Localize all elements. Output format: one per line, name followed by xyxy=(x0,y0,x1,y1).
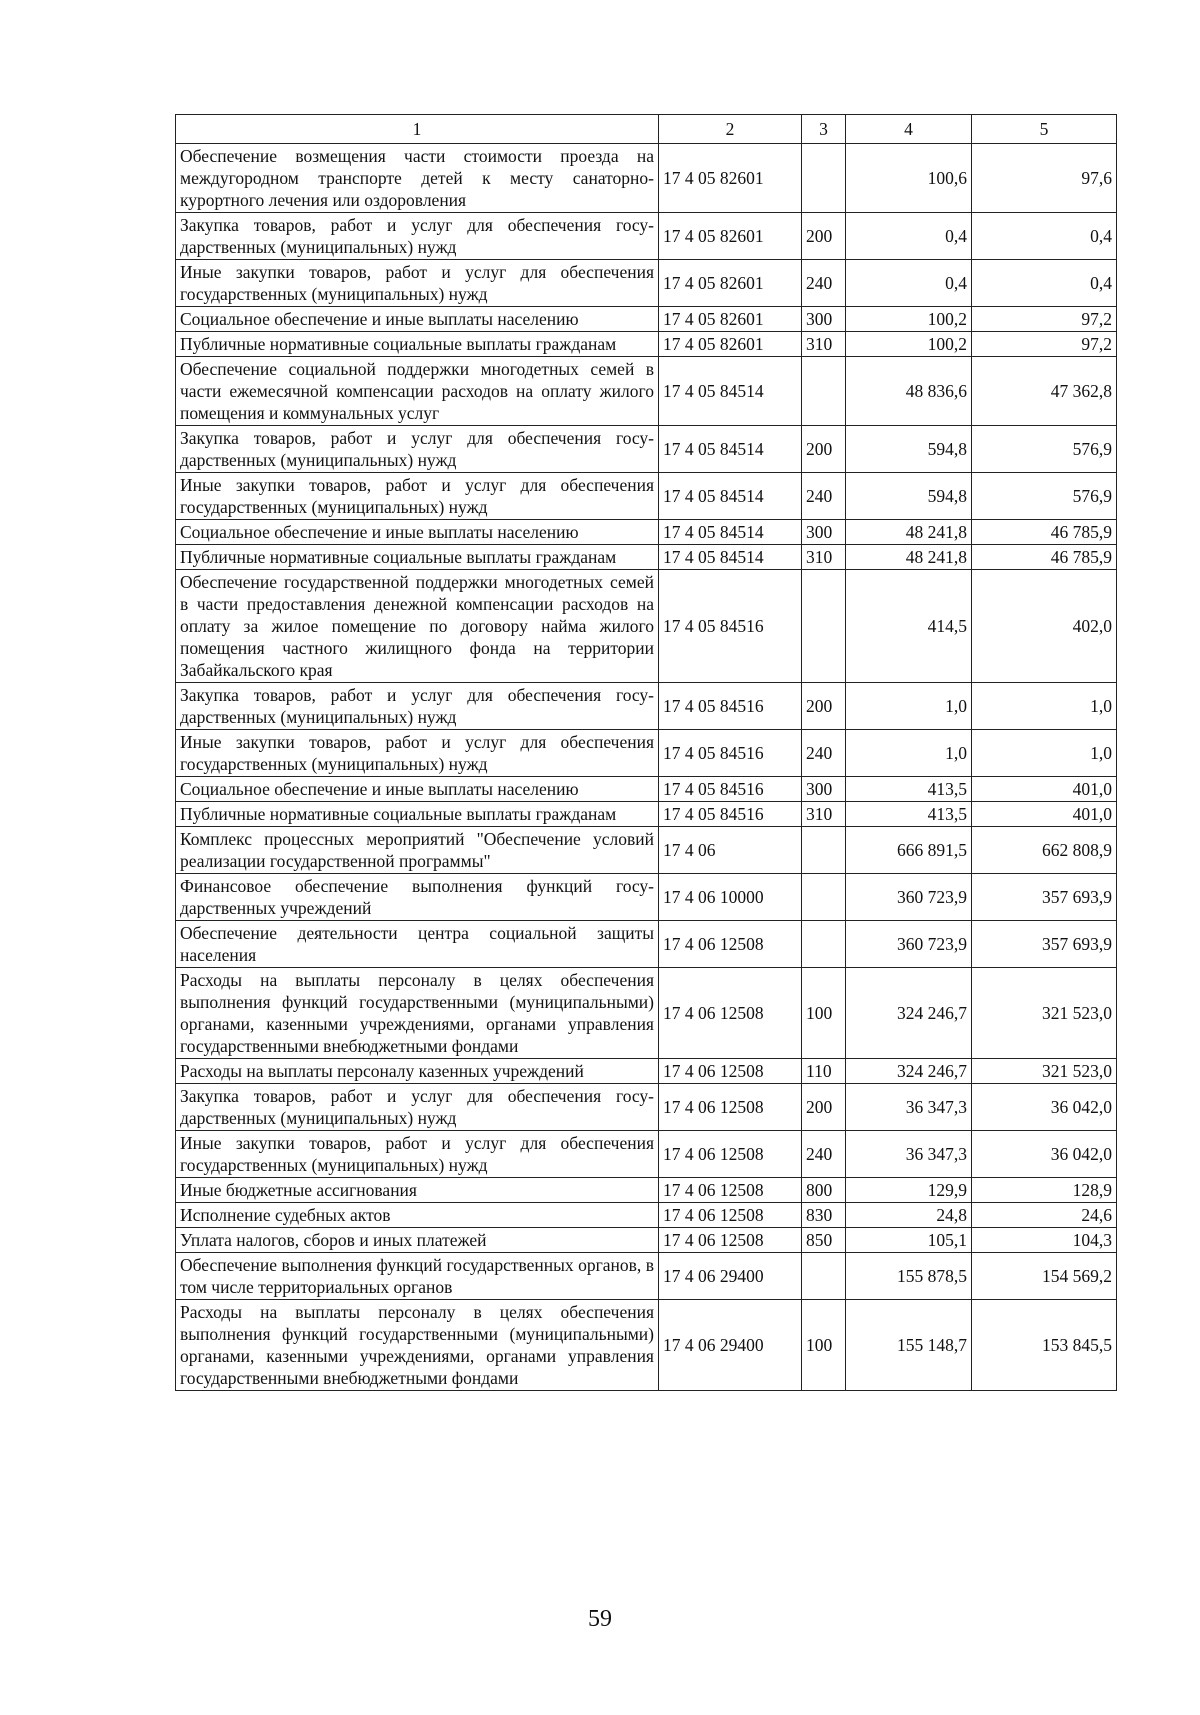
row-amount-col4-cell: 324 246,7 xyxy=(846,1059,972,1084)
row-amount-col5-cell: 0,4 xyxy=(972,213,1117,260)
row-amount-col4-cell: 100,2 xyxy=(846,332,972,357)
row-amount-col4-cell: 105,1 xyxy=(846,1228,972,1253)
row-name-cell: Закупка товаров, работ и услуг для обеспечения государственных (муниципальных) нужд xyxy=(176,1084,659,1131)
row-expense-type-cell: 300 xyxy=(802,307,846,332)
row-amount-col5-cell: 576,9 xyxy=(972,473,1117,520)
row-expense-type-cell: 100 xyxy=(802,1300,846,1391)
table-row xyxy=(176,1300,1117,1391)
row-name-cell: Расходы на выплаты персоналу казенных учреждений xyxy=(176,1059,659,1084)
row-amount-col4-cell: 360 723,9 xyxy=(846,874,972,921)
row-expense-type-cell: 240 xyxy=(802,1131,846,1178)
table-row xyxy=(176,683,1117,730)
row-expense-type-cell: 310 xyxy=(802,545,846,570)
row-code-cell: 17 4 06 10000 xyxy=(659,874,802,921)
row-amount-col5-cell: 47 362,8 xyxy=(972,357,1117,426)
row-name-cell: Обеспечение возмещения части стоимости проезда на междугородном транспорте детей к месту санаторно-курортного лечения или оздоровления xyxy=(176,144,659,213)
row-name-cell: Публичные нормативные социальные выплаты гражданам xyxy=(176,332,659,357)
row-amount-col4-cell: 48 241,8 xyxy=(846,545,972,570)
row-expense-type-cell xyxy=(802,921,846,968)
table-row xyxy=(176,1059,1117,1084)
row-amount-col4-cell: 36 347,3 xyxy=(846,1084,972,1131)
table-row xyxy=(176,1253,1117,1300)
row-amount-col5-cell: 402,0 xyxy=(972,570,1117,683)
row-expense-type-cell xyxy=(802,1253,846,1300)
row-amount-col5-cell: 153 845,5 xyxy=(972,1300,1117,1391)
row-code-cell: 17 4 06 12508 xyxy=(659,1084,802,1131)
row-amount-col5-cell: 46 785,9 xyxy=(972,520,1117,545)
row-name-cell: Финансовое обеспечение выполнения функций государственных учреждений xyxy=(176,874,659,921)
row-amount-col4-cell: 0,4 xyxy=(846,260,972,307)
row-code-cell: 17 4 05 84514 xyxy=(659,473,802,520)
row-code-cell: 17 4 05 84514 xyxy=(659,520,802,545)
row-expense-type-cell xyxy=(802,570,846,683)
row-code-cell: 17 4 05 84516 xyxy=(659,683,802,730)
row-name-cell: Иные закупки товаров, работ и услуг для обеспечения государственных (муниципальных) нужд xyxy=(176,1131,659,1178)
row-amount-col4-cell: 594,8 xyxy=(846,473,972,520)
row-name-cell: Закупка товаров, работ и услуг для обеспечения государственных (муниципальных) нужд xyxy=(176,213,659,260)
table-row xyxy=(176,426,1117,473)
row-expense-type-cell: 240 xyxy=(802,473,846,520)
table-row xyxy=(176,1084,1117,1131)
row-code-cell: 17 4 05 84516 xyxy=(659,730,802,777)
row-amount-col4-cell: 1,0 xyxy=(846,683,972,730)
row-amount-col5-cell: 36 042,0 xyxy=(972,1084,1117,1131)
row-amount-col5-cell: 46 785,9 xyxy=(972,545,1117,570)
row-code-cell: 17 4 06 12508 xyxy=(659,921,802,968)
table-row xyxy=(176,357,1117,426)
row-name-cell: Иные бюджетные ассигнования xyxy=(176,1178,659,1203)
row-name-cell: Обеспечение деятельности центра социальной защиты населения xyxy=(176,921,659,968)
row-name-cell: Расходы на выплаты персоналу в целях обеспечения выполнения функций государственными (муниципальными) органами, казенными учреждениями, органами управления государственными внебюджетными фондами xyxy=(176,968,659,1059)
row-expense-type-cell xyxy=(802,874,846,921)
row-expense-type-cell: 240 xyxy=(802,730,846,777)
row-amount-col5-cell: 321 523,0 xyxy=(972,968,1117,1059)
row-expense-type-cell: 310 xyxy=(802,332,846,357)
row-expense-type-cell: 200 xyxy=(802,683,846,730)
table-row xyxy=(176,802,1117,827)
row-code-cell: 17 4 06 xyxy=(659,827,802,874)
row-code-cell: 17 4 05 84516 xyxy=(659,802,802,827)
row-amount-col4-cell: 36 347,3 xyxy=(846,1131,972,1178)
row-expense-type-cell: 110 xyxy=(802,1059,846,1084)
row-code-cell: 17 4 05 84516 xyxy=(659,777,802,802)
row-amount-col5-cell: 357 693,9 xyxy=(972,921,1117,968)
column-header-3: 3 xyxy=(802,115,846,144)
row-amount-col4-cell: 155 878,5 xyxy=(846,1253,972,1300)
row-code-cell: 17 4 05 84514 xyxy=(659,426,802,473)
row-amount-col4-cell: 360 723,9 xyxy=(846,921,972,968)
table-row xyxy=(176,777,1117,802)
row-amount-col5-cell: 97,6 xyxy=(972,144,1117,213)
row-amount-col5-cell: 97,2 xyxy=(972,332,1117,357)
row-expense-type-cell: 310 xyxy=(802,802,846,827)
row-code-cell: 17 4 06 29400 xyxy=(659,1300,802,1391)
row-expense-type-cell xyxy=(802,827,846,874)
budget-table xyxy=(175,114,1117,1391)
row-expense-type-cell: 200 xyxy=(802,213,846,260)
column-header-5: 5 xyxy=(972,115,1117,144)
column-header-4: 4 xyxy=(846,115,972,144)
row-amount-col5-cell: 36 042,0 xyxy=(972,1131,1117,1178)
row-code-cell: 17 4 05 84516 xyxy=(659,570,802,683)
row-name-cell: Иные закупки товаров, работ и услуг для обеспечения государственных (муниципальных) нужд xyxy=(176,260,659,307)
row-name-cell: Социальное обеспечение и иные выплаты населению xyxy=(176,777,659,802)
row-name-cell: Обеспечение выполнения функций государственных органов, в том числе территориальных органов xyxy=(176,1253,659,1300)
table-row xyxy=(176,473,1117,520)
row-amount-col4-cell: 594,8 xyxy=(846,426,972,473)
row-name-cell: Обеспечение социальной поддержки многодетных семей в части ежемесячной компенсации расходов на оплату жилого помещения и коммунальных услуг xyxy=(176,357,659,426)
row-code-cell: 17 4 06 12508 xyxy=(659,1228,802,1253)
table-row xyxy=(176,1178,1117,1203)
row-code-cell: 17 4 05 82601 xyxy=(659,213,802,260)
table-header-row xyxy=(176,115,1117,144)
row-amount-col4-cell: 0,4 xyxy=(846,213,972,260)
row-amount-col4-cell: 413,5 xyxy=(846,777,972,802)
row-code-cell: 17 4 06 12508 xyxy=(659,1178,802,1203)
row-amount-col5-cell: 1,0 xyxy=(972,730,1117,777)
row-name-cell: Публичные нормативные социальные выплаты гражданам xyxy=(176,802,659,827)
table-row xyxy=(176,921,1117,968)
row-name-cell: Комплекс процессных мероприятий "Обеспечение условий реализации государственной программы" xyxy=(176,827,659,874)
row-name-cell: Закупка товаров, работ и услуг для обеспечения государственных (муниципальных) нужд xyxy=(176,426,659,473)
row-expense-type-cell: 100 xyxy=(802,968,846,1059)
row-amount-col5-cell: 576,9 xyxy=(972,426,1117,473)
row-name-cell: Исполнение судебных актов xyxy=(176,1203,659,1228)
table-row xyxy=(176,570,1117,683)
row-amount-col5-cell: 321 523,0 xyxy=(972,1059,1117,1084)
row-amount-col4-cell: 24,8 xyxy=(846,1203,972,1228)
table-row xyxy=(176,144,1117,213)
row-name-cell: Иные закупки товаров, работ и услуг для обеспечения государственных (муниципальных) нужд xyxy=(176,730,659,777)
row-expense-type-cell: 800 xyxy=(802,1178,846,1203)
row-amount-col5-cell: 662 808,9 xyxy=(972,827,1117,874)
table-row xyxy=(176,1228,1117,1253)
row-expense-type-cell: 200 xyxy=(802,426,846,473)
row-name-cell: Иные закупки товаров, работ и услуг для обеспечения государственных (муниципальных) нужд xyxy=(176,473,659,520)
row-code-cell: 17 4 05 82601 xyxy=(659,260,802,307)
table-row xyxy=(176,307,1117,332)
row-amount-col4-cell: 324 246,7 xyxy=(846,968,972,1059)
row-amount-col5-cell: 401,0 xyxy=(972,802,1117,827)
table-row xyxy=(176,520,1117,545)
row-amount-col5-cell: 97,2 xyxy=(972,307,1117,332)
row-amount-col4-cell: 48 241,8 xyxy=(846,520,972,545)
table-row xyxy=(176,260,1117,307)
row-amount-col4-cell: 666 891,5 xyxy=(846,827,972,874)
table-row xyxy=(176,1203,1117,1228)
row-amount-col5-cell: 104,3 xyxy=(972,1228,1117,1253)
row-amount-col4-cell: 48 836,6 xyxy=(846,357,972,426)
row-code-cell: 17 4 06 12508 xyxy=(659,1203,802,1228)
row-name-cell: Уплата налогов, сборов и иных платежей xyxy=(176,1228,659,1253)
row-name-cell: Социальное обеспечение и иные выплаты населению xyxy=(176,307,659,332)
row-amount-col4-cell: 413,5 xyxy=(846,802,972,827)
row-amount-col5-cell: 128,9 xyxy=(972,1178,1117,1203)
row-expense-type-cell: 200 xyxy=(802,1084,846,1131)
row-amount-col5-cell: 1,0 xyxy=(972,683,1117,730)
row-name-cell: Расходы на выплаты персоналу в целях обеспечения выполнения функций государственными (муниципальными) органами, казенными учреждениями, органами управления государственными внебюджетными фондами xyxy=(176,1300,659,1391)
row-expense-type-cell: 240 xyxy=(802,260,846,307)
table-row xyxy=(176,730,1117,777)
column-header-2: 2 xyxy=(659,115,802,144)
row-code-cell: 17 4 06 12508 xyxy=(659,968,802,1059)
table-row xyxy=(176,332,1117,357)
row-amount-col5-cell: 24,6 xyxy=(972,1203,1117,1228)
row-name-cell: Закупка товаров, работ и услуг для обеспечения государственных (муниципальных) нужд xyxy=(176,683,659,730)
row-code-cell: 17 4 06 12508 xyxy=(659,1059,802,1084)
table-row xyxy=(176,968,1117,1059)
row-expense-type-cell: 300 xyxy=(802,520,846,545)
row-amount-col5-cell: 401,0 xyxy=(972,777,1117,802)
table-body xyxy=(176,144,1117,1391)
row-expense-type-cell: 850 xyxy=(802,1228,846,1253)
row-name-cell: Обеспечение государственной поддержки многодетных семей в части предоставления денежной компенсации расходов на оплату за жилое помещение по договору найма жилого помещения частного жилищного фонда на территории Забайкальского края xyxy=(176,570,659,683)
row-expense-type-cell: 300 xyxy=(802,777,846,802)
table-row xyxy=(176,874,1117,921)
row-amount-col5-cell: 357 693,9 xyxy=(972,874,1117,921)
table-row xyxy=(176,213,1117,260)
row-expense-type-cell: 830 xyxy=(802,1203,846,1228)
table-row xyxy=(176,827,1117,874)
table-row xyxy=(176,1131,1117,1178)
row-code-cell: 17 4 05 82601 xyxy=(659,144,802,213)
row-amount-col5-cell: 154 569,2 xyxy=(972,1253,1117,1300)
row-expense-type-cell xyxy=(802,357,846,426)
row-amount-col4-cell: 129,9 xyxy=(846,1178,972,1203)
row-code-cell: 17 4 05 82601 xyxy=(659,307,802,332)
row-amount-col5-cell: 0,4 xyxy=(972,260,1117,307)
row-amount-col4-cell: 100,6 xyxy=(846,144,972,213)
row-code-cell: 17 4 05 84514 xyxy=(659,357,802,426)
row-amount-col4-cell: 1,0 xyxy=(846,730,972,777)
row-code-cell: 17 4 05 82601 xyxy=(659,332,802,357)
column-header-1: 1 xyxy=(176,115,659,144)
page-number: 59 xyxy=(588,1606,612,1632)
row-amount-col4-cell: 414,5 xyxy=(846,570,972,683)
row-name-cell: Публичные нормативные социальные выплаты гражданам xyxy=(176,545,659,570)
row-amount-col4-cell: 155 148,7 xyxy=(846,1300,972,1391)
row-code-cell: 17 4 05 84514 xyxy=(659,545,802,570)
row-amount-col4-cell: 100,2 xyxy=(846,307,972,332)
table-row xyxy=(176,545,1117,570)
row-code-cell: 17 4 06 29400 xyxy=(659,1253,802,1300)
row-code-cell: 17 4 06 12508 xyxy=(659,1131,802,1178)
row-expense-type-cell xyxy=(802,144,846,213)
row-name-cell: Социальное обеспечение и иные выплаты населению xyxy=(176,520,659,545)
